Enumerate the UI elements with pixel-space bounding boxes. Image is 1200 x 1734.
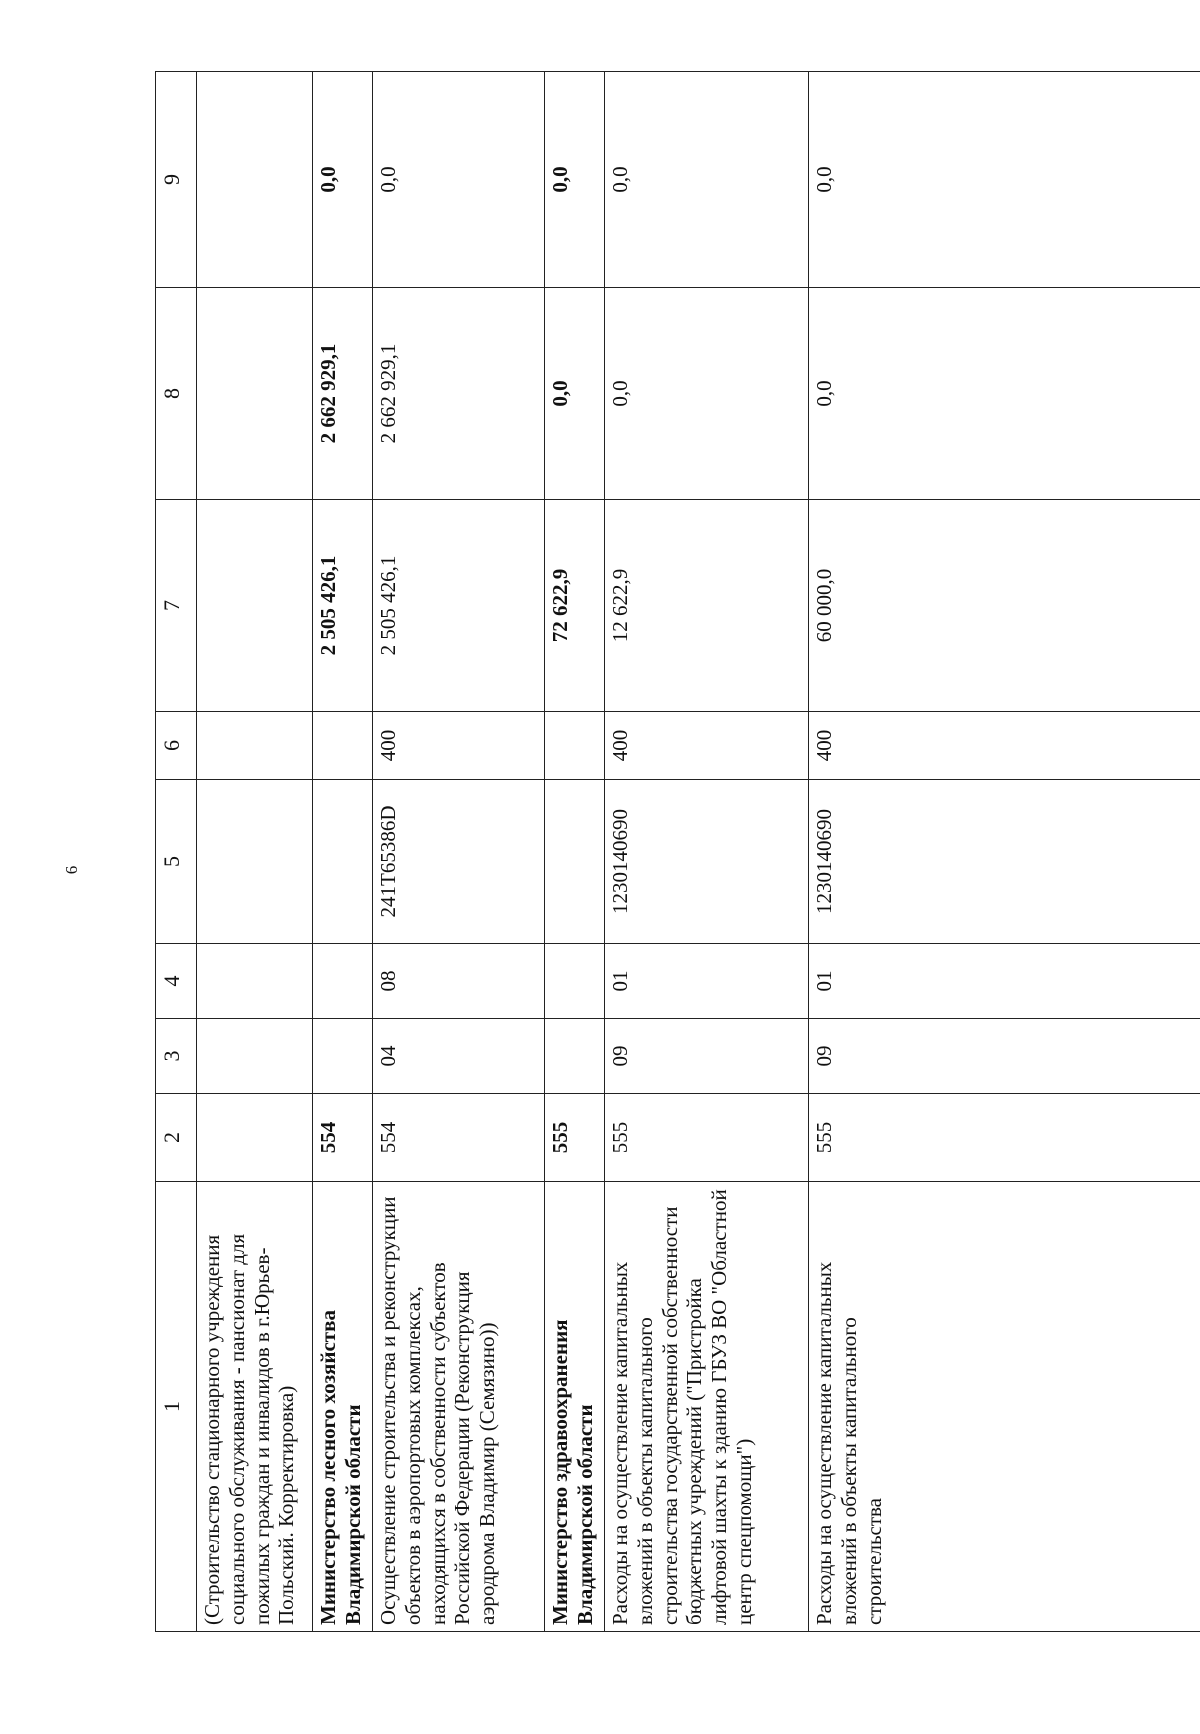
col-header: 5 — [156, 780, 197, 944]
col-header: 4 — [156, 944, 197, 1019]
table-wrapper — [155, 72, 1200, 1632]
cell-expense-type: 400 — [373, 712, 545, 780]
cell-amount-col7: 60 000,0 — [809, 500, 1200, 712]
table-row — [605, 72, 809, 1632]
page-number: 6 — [62, 865, 81, 875]
col-header: 1 — [156, 1182, 197, 1632]
table-row — [373, 72, 545, 1632]
col-header: 2 — [156, 1094, 197, 1182]
cell-amount-col7: 2 505 426,1 — [313, 500, 373, 712]
cell-amount-col7: 72 622,9 — [545, 500, 605, 712]
row-description: Министерство лесного хозяйства Владимирской области — [313, 1182, 373, 1632]
cell-subsection — [313, 944, 373, 1019]
table-row — [545, 72, 605, 1632]
cell-target-article — [197, 780, 313, 944]
cell-amount-col8 — [197, 288, 313, 500]
cell-grbs: 555 — [605, 1094, 809, 1182]
cell-grbs: 555 — [545, 1094, 605, 1182]
cell-amount-col9: 0,0 — [545, 72, 605, 288]
table-row — [197, 72, 313, 1632]
cell-amount-col8: 0,0 — [809, 288, 1200, 500]
cell-amount-col7 — [197, 500, 313, 712]
cell-subsection: 01 — [809, 944, 1200, 1019]
cell-amount-col7: 2 505 426,1 — [373, 500, 545, 712]
table-row — [809, 72, 1200, 1632]
cell-grbs: 555 — [809, 1094, 1200, 1182]
cell-expense-type: 400 — [605, 712, 809, 780]
cell-grbs: 554 — [373, 1094, 545, 1182]
cell-amount-col8: 2 662 929,1 — [313, 288, 373, 500]
cell-amount-col9: 0,0 — [313, 72, 373, 288]
cell-target-article — [545, 780, 605, 944]
cell-grbs: 554 — [313, 1094, 373, 1182]
row-description: Расходы на осуществление капитальных вложений в объекты капитального строительства — [809, 1182, 1200, 1632]
cell-expense-type: 400 — [809, 712, 1200, 780]
cell-amount-col8: 0,0 — [545, 288, 605, 500]
cell-amount-col8: 2 662 929,1 — [373, 288, 545, 500]
cell-amount-col9 — [197, 72, 313, 288]
cell-target-article: 241T65386D — [373, 780, 545, 944]
col-header: 6 — [156, 712, 197, 780]
budget-table — [155, 71, 1200, 1632]
cell-section: 09 — [809, 1019, 1200, 1094]
cell-section — [197, 1019, 313, 1094]
cell-subsection — [545, 944, 605, 1019]
cell-grbs — [197, 1094, 313, 1182]
cell-section — [545, 1019, 605, 1094]
cell-amount-col9: 0,0 — [605, 72, 809, 288]
cell-subsection — [197, 944, 313, 1019]
col-header: 9 — [156, 72, 197, 288]
header-row — [156, 72, 197, 1632]
cell-expense-type — [545, 712, 605, 780]
cell-subsection: 01 — [605, 944, 809, 1019]
row-description: (Строительство стационарного учреждения социального обслуживания - пансионат для пожилых граждан и инвалидов в г.Юрьев-Польский. Корректировка) — [197, 1182, 313, 1632]
cell-section: 09 — [605, 1019, 809, 1094]
cell-amount-col8: 0,0 — [605, 288, 809, 500]
table-row — [313, 72, 373, 1632]
cell-target-article — [313, 780, 373, 944]
col-header: 8 — [156, 288, 197, 500]
cell-subsection: 08 — [373, 944, 545, 1019]
cell-amount-col7: 12 622,9 — [605, 500, 809, 712]
col-header: 7 — [156, 500, 197, 712]
cell-amount-col9: 0,0 — [373, 72, 545, 288]
cell-expense-type — [197, 712, 313, 780]
cell-target-article: 1230140690 — [809, 780, 1200, 944]
row-description: Осуществление строительства и реконструкции объектов в аэропортовых комплексах, находящихся в собственности субъектов Российской Федерации (Реконструкция аэродрома Владимир (Семязино)) — [373, 1182, 545, 1632]
cell-section — [313, 1019, 373, 1094]
cell-amount-col9: 0,0 — [809, 72, 1200, 288]
cell-target-article: 1230140690 — [605, 780, 809, 944]
row-description: Министерство здравоохранения Владимирской области — [545, 1182, 605, 1632]
col-header: 3 — [156, 1019, 197, 1094]
cell-section: 04 — [373, 1019, 545, 1094]
cell-expense-type — [313, 712, 373, 780]
row-description: Расходы на осуществление капитальных вложений в объекты капитального строительства государственной собственности бюджетных учреждений ("Пристройка лифтовой шахты к зданию ГБУЗ ВО "Областной центр спецпомощи") — [605, 1182, 809, 1632]
